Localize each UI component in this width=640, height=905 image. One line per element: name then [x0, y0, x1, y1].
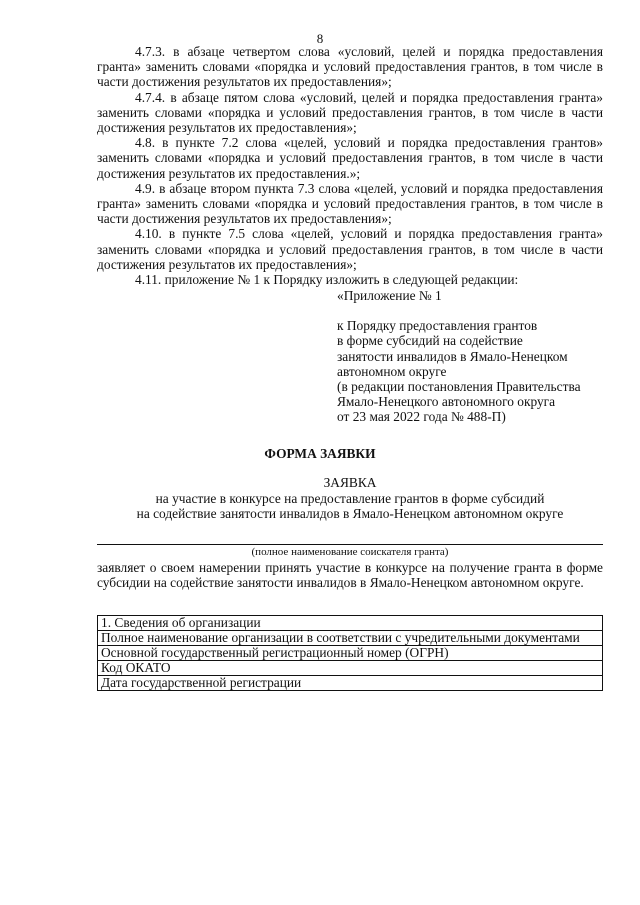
appendix-heading: «Приложение № 1	[337, 288, 442, 303]
paragraph-4-7-4: 4.7.4. в абзаце пятом слова «условий, целей и порядка предоставления гранта» заменить словами «порядка и условий предоставления грантов, в том числе в части достижения результатов их предоставления»;	[97, 89, 603, 136]
amendments-body	[97, 44, 603, 287]
table-row	[98, 661, 603, 676]
form-title: ФОРМА ЗАЯВКИ	[264, 446, 376, 461]
paragraph-4-11: 4.11. приложение № 1 к Порядку изложить в следующей редакции:	[135, 272, 519, 288]
request-subtitle-line: на содействие занятости инвалидов в Ямало-Ненецком автономном округе	[136, 506, 564, 521]
table-row	[98, 646, 603, 661]
appendix-line: автономном округе	[337, 363, 447, 379]
appendix-line: в форме субсидий на содействие	[337, 333, 523, 349]
paragraph-4-8: 4.8. в пункте 7.2 слова «целей, условий и порядка предоставления грантов» заменить словами «порядка и условий предоставления грантов, в том числе в части достижения результатов их предоставления.»;	[97, 135, 603, 181]
paragraph-4-10: 4.10. в пункте 7.5 слова «целей, условий и порядка предоставления гранта» заменить словами «порядка и условий предоставления грантов, в том числе в части достижения результатов их предоставления»;	[97, 226, 603, 272]
request-title: ЗАЯВКА	[323, 475, 377, 490]
table-row	[98, 676, 603, 691]
request-subtitle-line: на участие в конкурсе на предоставление грантов в форме субсидий	[155, 490, 545, 506]
table-row	[98, 631, 603, 646]
page-number: 8	[316, 31, 324, 46]
table-cell: 1. Сведения об организации	[98, 616, 603, 631]
paragraph-4-9: 4.9. в абзаце втором пункта 7.3 слова «целей, условий и порядка предоставления гранта» заменить словами «порядка и условий предоставления грантов, в том числе в части достижения результатов их предоставления»;	[97, 180, 603, 227]
table-row	[98, 616, 603, 631]
table-cell: Дата государственной регистрации	[98, 676, 603, 691]
appendix-line: от 23 мая 2022 года № 488-П)	[337, 409, 506, 425]
table-cell: Полное наименование организации в соответствии с учредительными документами	[98, 631, 603, 646]
appendix-line: Ямало-Ненецкого автономного округа	[337, 394, 556, 410]
appendix-line: к Порядку предоставления грантов	[337, 318, 538, 334]
appendix-line: (в редакции постановления Правительства	[337, 379, 581, 395]
request-header	[60, 475, 640, 522]
applicant-caption: (полное наименование соискателя гранта)	[251, 546, 449, 558]
table-cell: Код ОКАТО	[98, 661, 603, 676]
organization-info-table	[97, 615, 603, 691]
appendix-line: занятости инвалидов в Ямало-Ненецком	[337, 348, 568, 364]
declaration-text: заявляет о своем намерении принять участие в конкурсе на получение гранта в форме субсидии на содействие занятости инвалидов в Ямало-Ненецком автономном округе.	[97, 560, 603, 591]
table-cell: Основной государственный регистрационный номер (ОГРН)	[98, 646, 603, 661]
appendix-header	[337, 288, 617, 425]
paragraph-4-7-3: 4.7.3. в абзаце четвертом слова «условий, целей и порядка предоставления гранта» заменить словами «порядка и условий предоставления грантов, в том числе в части достижения результатов их предоставления»;	[97, 44, 603, 90]
applicant-name-line	[97, 544, 603, 545]
